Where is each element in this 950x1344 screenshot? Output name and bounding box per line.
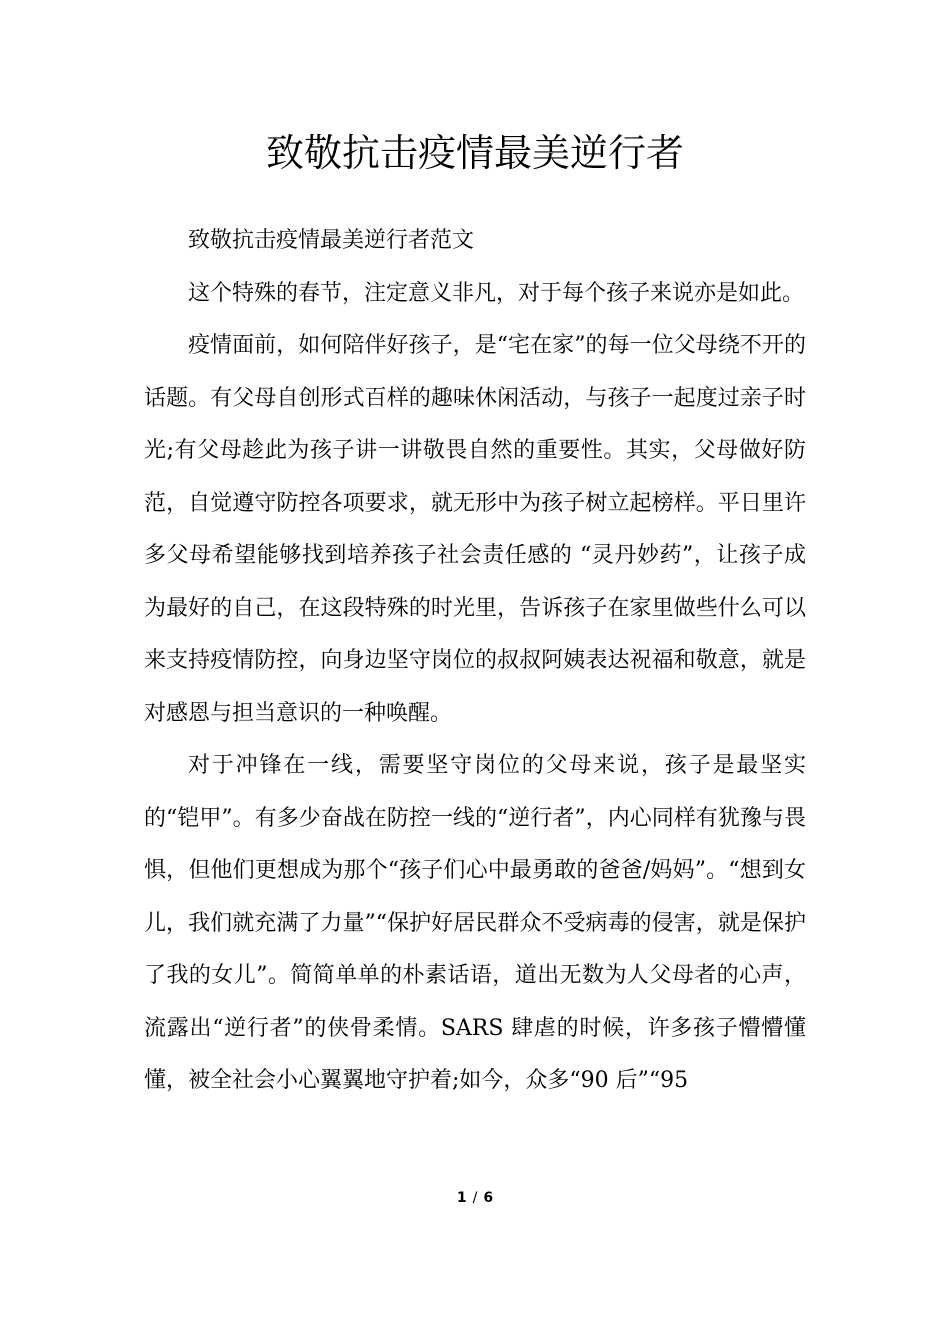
page-number <box>0 1188 950 1208</box>
paragraph: 疫情面前，如何陪伴好孩子，是“宅在家”的每一位父母绕不开的话题。有父母自创形式百样的趣味休闲活动，与孩子一起度过亲子时光;有父母趁此为孩子讲一讲敬畏自然的重要性。其实，父母做好防范，自觉遵守防控各项要求，就无形中为孩子树立起榜样。平日里许多父母希望能够找到培养孩子社会责任感的 “灵丹妙药”，让孩子成为最好的自己，在这段特殊的时光里，告诉孩子在家里做些什么可以来支持疫情防控，向身边坚守岗位的叔叔阿姨表达祝福和敬意，就是对感恩与担当意识的一种唤醒。 <box>144 333 806 726</box>
page-separator: / <box>472 1190 478 1206</box>
paragraph-subtitle: 致敬抗击疫情最美逆行者范文 <box>188 228 475 253</box>
page-total: 6 <box>483 1190 494 1206</box>
page-current: 1 <box>456 1190 467 1206</box>
paragraph: 这个特殊的春节，注定意义非凡，对于每个孩子来说亦是如此。 <box>188 280 805 306</box>
paragraph: 对于冲锋在一线，需要坚守岗位的父母来说，孩子是最坚实的“铠甲”。有多少奋战在防控一线的“逆行者”，内心同样有犹豫与畏惧，但他们更想成为那个“孩子们心中最勇敢的爸爸/妈妈”。“想到女儿，我们就充满了力量”“保护好居民群众不受病毒的侵害，就是保护了我的女儿”。简简单单的朴素话语，道出无数为人父母者的心声，流露出“逆行者”的侠骨柔情。SARS 肆虐的时候，许多孩子懵懵懂懂，被全社会小心翼翼地守护着;如今，众多“90 后”“95 <box>144 753 806 1093</box>
document-body <box>144 215 806 1108</box>
document-title: 致敬抗击疫情最美逆行者 <box>265 131 684 176</box>
